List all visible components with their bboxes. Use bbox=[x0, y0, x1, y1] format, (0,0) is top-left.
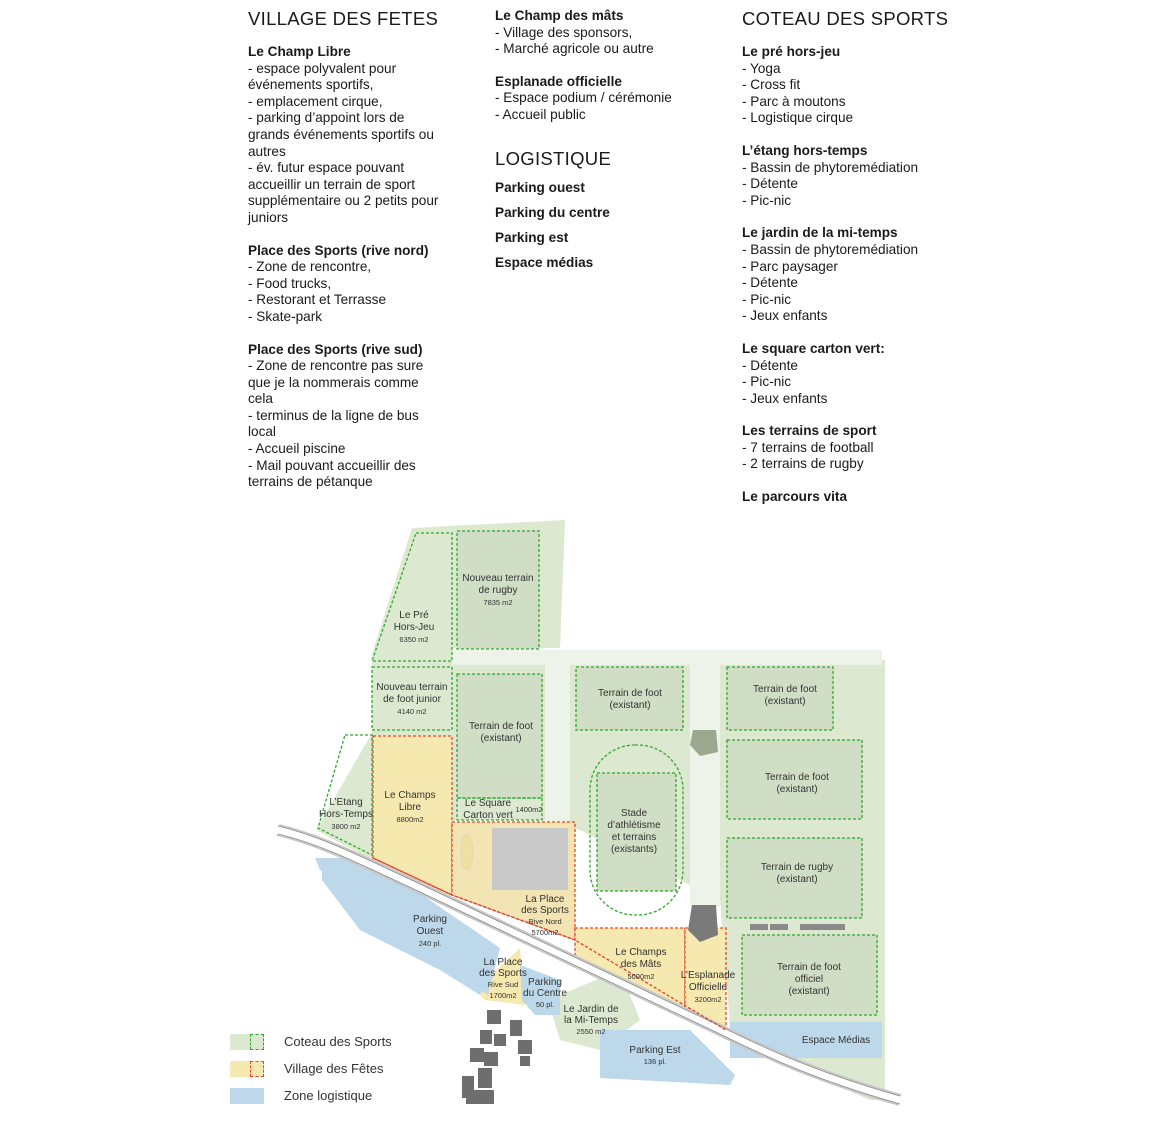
logistique-item: Parking ouest bbox=[495, 179, 585, 195]
map-label-parking-ouest: Parking Ouest 240 pl. bbox=[413, 914, 447, 948]
village-section-line: - Food trucks, bbox=[248, 275, 332, 291]
map-label-place-nord: La Place des Sports Rive Nord 5700m2 bbox=[521, 894, 569, 937]
coteau-section-heading: Le square carton vert: bbox=[742, 340, 885, 356]
coteau-section-heading: Les terrains de sport bbox=[742, 423, 877, 439]
village-section-line: - espace polyvalent pour bbox=[248, 60, 397, 76]
village-section-line: - Accueil piscine bbox=[248, 441, 346, 457]
map-label-foot-top-right: Terrain de foot (existant) bbox=[753, 684, 817, 707]
legend-border-coteau bbox=[250, 1034, 264, 1050]
map-label-foot-top-mid: Terrain de foot (existant) bbox=[598, 688, 662, 711]
village-section-line: - Restorant et Terrasse bbox=[248, 292, 387, 308]
logistique-item: Espace médias bbox=[495, 254, 594, 270]
village-section-heading: Le Champ Libre bbox=[248, 44, 351, 59]
map-label-espace-medias: Espace Médias bbox=[801, 1035, 871, 1046]
map-label-square-area: 1400m2 bbox=[515, 805, 543, 814]
village-section-line: que je la nommerais comme bbox=[248, 374, 419, 390]
map-label-parking-est: Parking Est 136 pl. bbox=[629, 1045, 681, 1066]
village-section-line: cela bbox=[248, 391, 273, 407]
coteau-section-line: - Jeux enfants bbox=[742, 308, 828, 324]
village-section-line: - Mail pouvant accueillir des bbox=[248, 457, 416, 473]
legend-label-village: Village des Fêtes bbox=[284, 1061, 384, 1076]
map-label-pre-hors-jeu: Le Pré Hors-Jeu 6350 m2 bbox=[393, 610, 435, 644]
coteau-section-line: - Pic-nic bbox=[742, 192, 792, 208]
logistique-item: Parking du centre bbox=[495, 204, 610, 220]
map-label-champs-mats: Le Champs des Mâts 5000m2 bbox=[615, 947, 667, 981]
coteau-section-line: - Détente bbox=[742, 176, 798, 192]
parking-est-zone bbox=[600, 1030, 735, 1085]
village-section-line: accueillir un terrain de sport bbox=[248, 176, 415, 192]
center-section-line: - Accueil public bbox=[495, 106, 586, 122]
legend-label-coteau: Coteau des Sports bbox=[284, 1034, 392, 1049]
coteau-section-line: - Pic-nic bbox=[742, 291, 792, 307]
center-section-heading: Le Champ des mâts bbox=[495, 8, 624, 23]
map-label-rugby-new: Nouveau terrain de rugby 7835 m2 bbox=[462, 573, 534, 607]
map-label-foot-center: Terrain de foot (existant) bbox=[469, 721, 533, 744]
village-section-line: autres bbox=[248, 143, 286, 159]
village-section-line: - év. futur espace pouvant bbox=[248, 160, 405, 176]
village-section-line: - parking d’appoint lors de bbox=[248, 110, 405, 126]
village-section-line: juniors bbox=[248, 209, 289, 225]
map-label-parking-centre: Parking du Centre 50 pl. bbox=[523, 977, 567, 1009]
map-label-champs-libre: Le Champs Libre 8800m2 bbox=[384, 790, 436, 824]
coteau-section-line: - 7 terrains de football bbox=[742, 439, 874, 455]
map-label-etang: L’Etang Hors-Temps 3800 m2 bbox=[319, 797, 373, 831]
coteau-section-line: - Détente bbox=[742, 357, 798, 373]
village-section-heading: Place des Sports (rive nord) bbox=[248, 242, 429, 258]
coteau-section-line: - Parc à moutons bbox=[742, 93, 846, 109]
map-label-jardin: Le Jardin de la Mi-Temps 2550 m2 bbox=[563, 1004, 619, 1036]
village-section-line: terrains de pétanque bbox=[248, 474, 373, 490]
map-label-foot-officiel: Terrain de foot officiel (existant) bbox=[777, 962, 841, 997]
coteau-section-heading: L’étang hors-temps bbox=[742, 142, 868, 158]
coteau-section-line: - Logistique cirque bbox=[742, 110, 854, 126]
village-section-line: supplémentaire ou 2 petits pour bbox=[248, 193, 439, 209]
coteau-section-heading: Le pré hors-jeu bbox=[742, 44, 841, 59]
village-title: VILLAGE DES FETES bbox=[248, 8, 439, 29]
village-section-line: événements sportifs, bbox=[248, 77, 374, 93]
coteau-section-line: - Pic-nic bbox=[742, 374, 792, 390]
coteau-section-line: - Bassin de phytoremédiation bbox=[742, 241, 919, 257]
coteau-section-line: - Parc paysager bbox=[742, 258, 838, 274]
coteau-title: COTEAU DES SPORTS bbox=[742, 8, 949, 29]
grey-building bbox=[492, 828, 568, 890]
coteau-section-heading: Le jardin de la mi-temps bbox=[742, 225, 898, 241]
map-label-stade: Stade d’athlétisme et terrains (existants) bbox=[607, 808, 661, 855]
center-section-line: - Marché agricole ou autre bbox=[495, 41, 654, 57]
village-section-line: grands événements sportifs ou bbox=[248, 126, 434, 142]
village-section-line: - terminus de la ligne de bus bbox=[248, 407, 419, 423]
coteau-section-line: - Jeux enfants bbox=[742, 390, 828, 406]
coteau-section-heading: Le parcours vita bbox=[742, 489, 848, 505]
map-label-foot-right-mid: Terrain de foot (existant) bbox=[765, 772, 829, 795]
map-label-square: Le Square Carton vert bbox=[463, 798, 513, 821]
village-section-line: - emplacement cirque, bbox=[248, 93, 383, 109]
coteau-section-line: - Détente bbox=[742, 275, 798, 291]
map-label-foot-junior: Nouveau terrain de foot junior 4140 m2 bbox=[376, 682, 448, 716]
coteau-section-line: - 2 terrains de rugby bbox=[742, 456, 864, 472]
village-section-line: - Zone de rencontre pas sure bbox=[248, 358, 424, 374]
center-section-line: - Village des sponsors, bbox=[495, 24, 633, 40]
coteau-section-line: - Yoga bbox=[742, 60, 781, 76]
center-section-heading: Esplanade officielle bbox=[495, 73, 622, 89]
village-section-line: - Skate-park bbox=[248, 308, 323, 324]
coteau-section-line: - Cross fit bbox=[742, 77, 801, 93]
map-label-esplanade: L’Esplanade Officielle 3200m2 bbox=[680, 970, 736, 1004]
village-section-line: - Zone de rencontre, bbox=[248, 259, 372, 275]
village-section-heading: Place des Sports (rive sud) bbox=[248, 341, 423, 357]
logistique-item: Parking est bbox=[495, 229, 569, 245]
legend-border-village bbox=[250, 1061, 264, 1077]
village-section-line: local bbox=[248, 424, 276, 440]
map-label-place-sud: La Place des Sports Rive Sud 1700m2 bbox=[479, 957, 527, 1000]
logistique-title: LOGISTIQUE bbox=[495, 147, 612, 169]
legend-label-logistique: Zone logistique bbox=[284, 1088, 373, 1103]
map-label-rugby-existing: Terrain de rugby (existant) bbox=[760, 862, 834, 885]
coteau-section-line: - Bassin de phytoremédiation bbox=[742, 159, 919, 175]
legend-swatch-logistique bbox=[230, 1088, 264, 1104]
pond bbox=[461, 834, 473, 870]
center-section-line: - Espace podium / cérémonie bbox=[495, 90, 672, 106]
